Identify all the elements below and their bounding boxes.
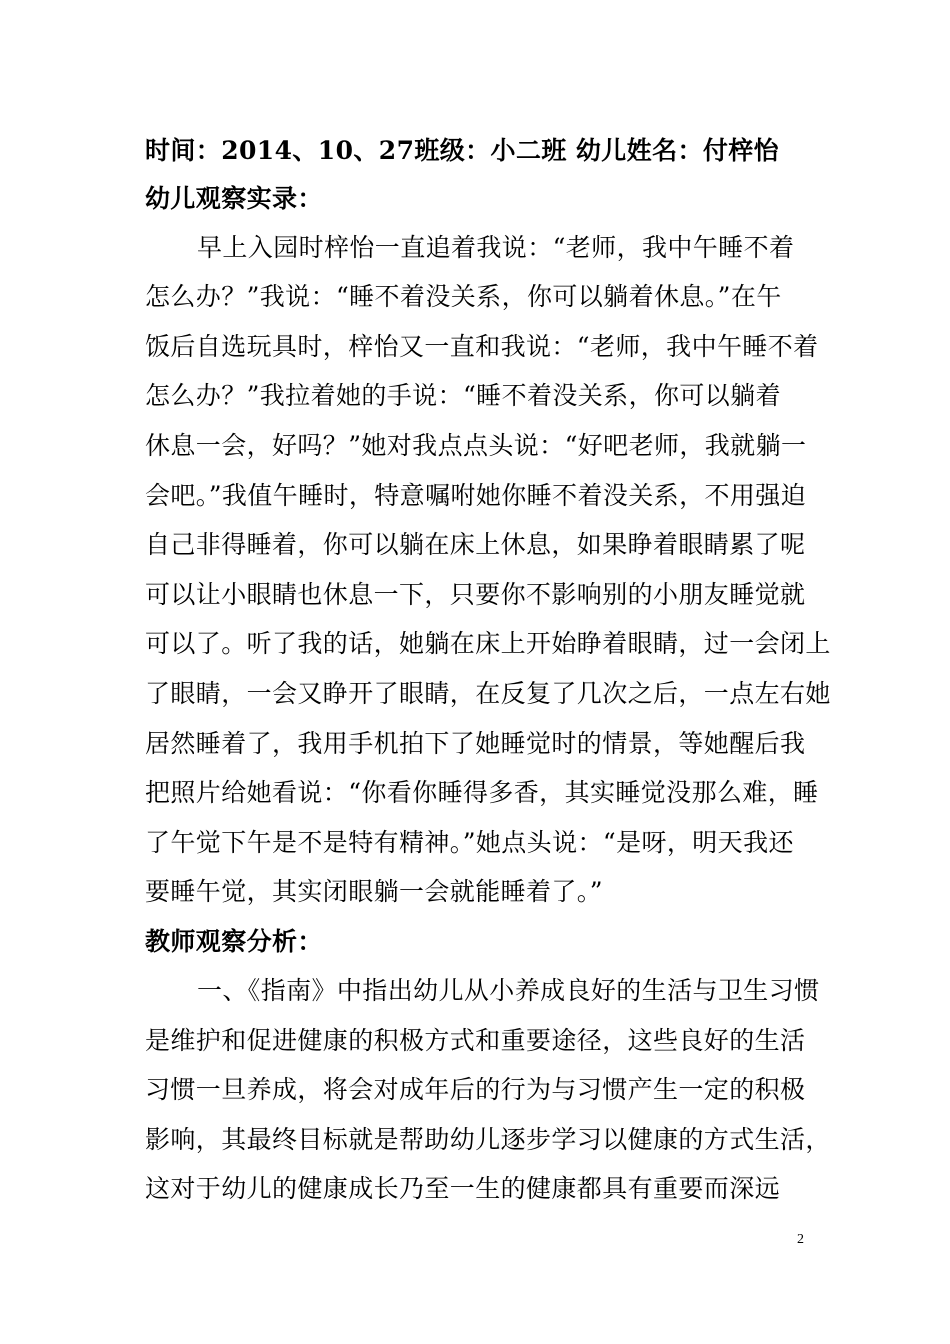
paragraph-line: 了午觉下午是不是特有精神。”她点头说：“是呀，明天我还 xyxy=(145,828,794,857)
paragraph-line: 一、《指南》中指出幼儿从小养成良好的生活与卫生习惯 xyxy=(197,976,820,1005)
paragraph-line: 习惯一旦养成，将会对成年后的行为与习惯产生一定的积极 xyxy=(145,1075,806,1104)
paragraph-line: 可以让小眼睛也休息一下，只要你不影响别的小朋友睡觉就 xyxy=(145,580,806,609)
paragraph-line: 要睡午觉，其实闭眼躺一会就能睡着了。” xyxy=(145,877,603,906)
paragraph-line: 了眼睛，一会又睁开了眼睛，在反复了几次之后，一点左右她 xyxy=(145,679,831,708)
paragraph-line: 会吧。”我值午睡时，特意嘱咐她你睡不着没关系，不用强迫 xyxy=(145,481,807,510)
paragraph-line: 早上入园时梓怡一直追着我说：“老师，我中午睡不着 xyxy=(197,233,795,262)
paragraph-line: 可以了。听了我的话，她躺在床上开始睁着眼睛，过一会闭上 xyxy=(145,629,831,658)
paragraph-line: 饭后自选玩具时，梓怡又一直和我说：“老师，我中午睡不着 xyxy=(145,332,819,361)
paragraph-line: 居然睡着了，我用手机拍下了她睡觉时的情景，等她醒后我 xyxy=(145,729,806,758)
paragraph-line: 把照片给她看说：“你看你睡得多香，其实睡觉没那么难，睡 xyxy=(145,778,819,807)
page-number: 2 xyxy=(797,1232,804,1247)
paragraph-line: 休息一会，好吗？”她对我点点头说：“好吧老师，我就躺一 xyxy=(145,431,807,460)
paragraph-line: 自己非得睡着，你可以躺在床上休息，如果睁着眼睛累了呢 xyxy=(145,530,806,559)
paragraph-line: 是维护和促进健康的积极方式和重要途径，这些良好的生活 xyxy=(145,1026,806,1055)
record-header-line: 时间：2014、10、27班级：小二班 幼儿姓名：付梓怡 xyxy=(145,136,780,165)
paragraph-line: 这对于幼儿的健康成长乃至一生的健康都具有重要而深远 xyxy=(145,1174,781,1203)
section-heading-record: 幼儿观察实录： xyxy=(145,184,323,213)
paragraph-line: 影响，其最终目标就是帮助幼儿逐步学习以健康的方式生活， xyxy=(145,1125,831,1154)
section-heading-analysis: 教师观察分析： xyxy=(145,927,323,956)
paragraph-line: 怎么办？”我说：“睡不着没关系，你可以躺着休息。”在午 xyxy=(145,282,782,311)
paragraph-line: 怎么办？”我拉着她的手说：“睡不着没关系，你可以躺着 xyxy=(145,381,781,410)
